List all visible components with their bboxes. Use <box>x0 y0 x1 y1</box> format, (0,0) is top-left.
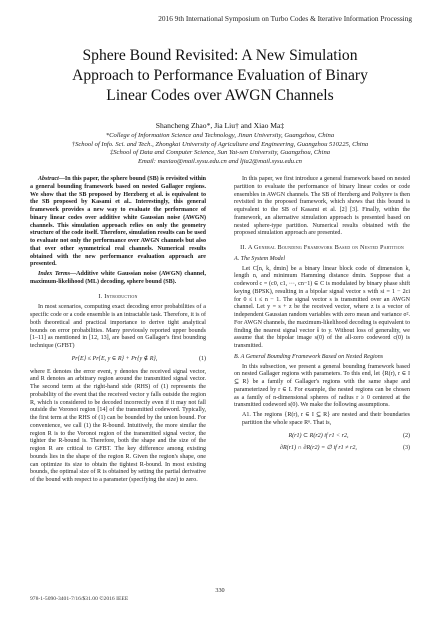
index-terms-text: —Additive white Gaussian noise (AWGN) channel, maximum-likelihood (ML) decoding, sphere bound (SB). <box>30 271 206 285</box>
right-column <box>234 176 410 458</box>
intro-paragraph-3: In this paper, we first introduce a general framework based on nested partition to evaluate the performance of binary linear codes or code ensembles in AWGN channels. The SB of Herzberg and Poltyrev is then revisited in the proposed framework, which shows that this bound is equivalent to the SB of Kasami et al. [2] [3]. Finally, within the framework, an alternative simulation approach is presented based on nested sphere-type partition. Numerical results obtained with the proposed simulation approach are presented. <box>234 176 410 237</box>
system-model-paragraph: Let C[n, k, dmin] be a binary linear block code of dimension k, length n, and minimum Hamming distance dmin. Suppose that a codeword c = (c0, c1, ···, cn−1) ∈ C is modulated by binary phase shift keying (BPSK), resulting in a bipolar signal vector s with si = 1 − 2ci for 0 ≤ i ≤ n − 1. The signal vector s is transmitted over an AWGN channel. Let y = s + z be the received vector, where z is a vector of independent Gaussian random variables with zero mean and variance σ². For AWGN channels, the maximum-likelihood decoding is equivalent to finding the nearest signal vector ŝ to y. Without loss of generality, we assume that the bipolar image s(0) of the all-zero codeword c(0) is transmitted. <box>234 265 410 349</box>
equation-2 <box>234 433 410 441</box>
subsection-heading-system-model: A. The System Model <box>234 255 286 262</box>
equation-1-number: (1) <box>198 355 206 362</box>
equation-1 <box>30 356 206 364</box>
equation-3-number: (3) <box>402 445 410 452</box>
section-heading-introduction: I. Introduction <box>98 292 138 300</box>
affiliations <box>20 132 420 166</box>
abstract-lead: Abstract <box>38 176 59 182</box>
nested-regions-paragraph: In this subsection, we present a general bounding framework based on nested Gallager regions with parameters. To this end, let {R(r), r ∈ I ⊆ R} be a family of Gallager's regions with the same shape and parameterized by r ∈ I. For example, the nested regions can be chosen as a family of n-dimensional spheres of radius r ≥ 0 centered at the transmitted codeword s(0). We make the following assumptions. <box>234 363 410 409</box>
affiliation-email: Email: maxiao@mail.sysu.edu.cn and ljia2@mail.sysu.edu.cn <box>138 157 302 165</box>
intro-paragraph-2: where E denotes the error event, y denotes the received signal vector, and R denotes an arbitrary region around the transmitted signal vector. The second term at the right-hand side (RHS) of (1) represents the probability of the event that the received vector y falls outside the region R, which is considered to be decoded incorrectly even if it may not fall outside the Voronoi region [14] of the transmitted codeword. Typically, the first term at the RHS of (1) can be bounded by the union bound. For convenience, we call (1) the R-bound. Intuitively, the more similar the region R is to the Voronoi region of the transmitted signal vector, the tighter the R-bound is. Therefore, both the shape and the size of the region R are critical to GFBT. The key difference among existing bounds lies in the shape of the region R. Given the region's shape, one can optimize its size to obtain the tightest R-bound. In most existing bounds, the optimal size of R is obtained by setting the partial derivative of the bound with respect to a parameter (specifying the size) to zero. <box>30 368 206 483</box>
paper-title <box>30 46 410 106</box>
equation-2-body: R(r1) ⊂ R(r2) if r1 < r2, <box>288 432 349 439</box>
title-line-2: Approach to Performance Evaluation of Binary <box>72 67 368 84</box>
abstract-text: —In this paper, the sphere bound (SB) is revisited within a general bounding framework based on nested Gallager regions. We show that the SB proposed by Herzberg et al. is equivalent to the SB proposed by Kasami et al.. Interestingly, this general framework provides a new way to evaluate the performance of binary linear codes over additive white Gaussian noise (AWGN) channels. This simulation approach relies on only the geometry structure of the code itself. Therefore, simulation results can be used to evaluate not only the performance over AWGN channels but also that over other symmetrical real channels. Numerical results obtained with the new performance evaluation approach are presented. <box>30 176 206 268</box>
affiliation-1: *College of Information Science and Technology, Jinan University, Guangzhou, China <box>105 132 335 139</box>
left-column <box>30 176 206 487</box>
subsection-heading-nested-regions: B. A General Bounding Framework Based on Nested Regions <box>234 353 384 360</box>
title-line-3: Linear Codes over AWGN Channels <box>106 87 334 104</box>
intro-paragraph-1: In most scenarios, computing exact decoding error probabilities of a specific code or a code ensemble is an intractable task. Therefore, it is of both theoretical and practical importance to derive tight analytical bounds on error probabilities. Many previously reported upper bounds [1–11] as mentioned in [12, 13], are based on Gallager's first bounding technique (GFBT) <box>30 304 207 349</box>
equation-2-number: (2) <box>402 432 410 439</box>
equation-1-body: Pr{E} ≤ Pr{E, y ∈ R} + Pr{y ∉ R}, <box>71 355 158 362</box>
title-line-1: Sphere Bound Revisited: A New Simulation <box>82 47 358 64</box>
author-list: Shancheng Zhao*, Jia Liu† and Xiao Ma‡ <box>155 121 285 130</box>
equation-3-body: ∂R(r1) ∩ ∂R(r2) = ∅ if r1 ≠ r2, <box>280 445 357 452</box>
affiliation-2: †School of Info. Sci. and Tech., Zhongkai University of Agriculture and Engineering, Guangzhou 510225, China <box>71 140 369 148</box>
affiliation-3: ‡School of Data and Computer Science, Sun Yat-sen University, Guangzhou, China <box>109 149 331 157</box>
index-terms <box>30 271 206 287</box>
abstract <box>30 176 206 269</box>
conference-header: 2016 9th International Symposium on Turbo Codes & Iterative Information Processing <box>158 14 412 23</box>
page-number: 330 <box>215 587 225 594</box>
assumption-a1: A1. The regions {R(r), r ∈ I ⊆ R} are nested and their boundaries partition the whole space Rⁿ. That is, <box>242 412 410 426</box>
index-terms-lead: Index Terms <box>38 271 71 277</box>
equation-3 <box>234 445 410 453</box>
section-heading-framework: II. A General Bounding Framework Based on Nested Partition <box>240 244 404 251</box>
footer-isbn: 978-1-5090-3401-7/16/$31.00 ©2016 IEEE <box>30 596 129 602</box>
